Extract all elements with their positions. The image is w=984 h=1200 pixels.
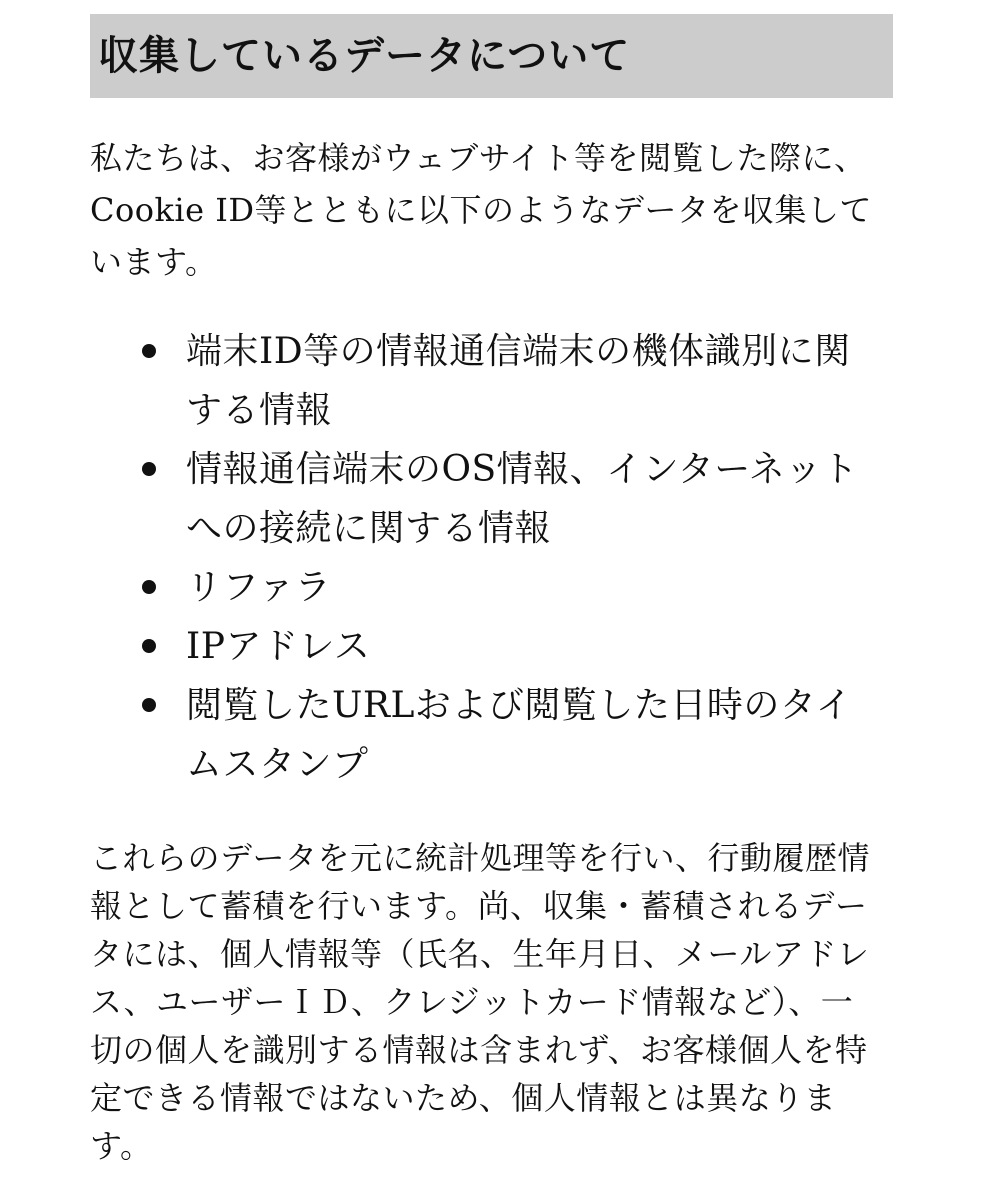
outro-line: ス、ユーザーＩＤ、クレジットカード情報など）、一 <box>90 983 854 1021</box>
intro-line: Cookie ID等とともに以下のようなデータを収集して <box>90 191 873 229</box>
list-item <box>90 440 880 558</box>
list-item-line: する情報 <box>186 390 333 431</box>
outro-line: 切の個人を識別する情報は含まれず、お客様個人を特 <box>90 1031 868 1069</box>
outro-paragraph <box>90 834 880 1170</box>
list-item <box>90 617 880 676</box>
intro-line: います。 <box>90 243 218 281</box>
outro-line: 報として蓄積を行います。尚、収集・蓄積されるデー <box>90 887 868 925</box>
bullet-icon <box>142 462 156 476</box>
outro-line: これらのデータを元に統計処理等を行い、行動履歴情 <box>90 839 871 877</box>
list-item-line: IPアドレス <box>186 626 371 667</box>
bullet-icon <box>142 698 156 712</box>
outro-line: 定できる情報ではないため、個人情報とは異なりま <box>90 1079 837 1117</box>
bullet-icon <box>142 580 156 594</box>
list-item <box>90 558 880 617</box>
bullet-icon <box>142 639 156 653</box>
intro-paragraph <box>90 132 873 288</box>
list-item-line: リファラ <box>186 567 332 608</box>
intro-line: 私たちは、お客様がウェブサイト等を閲覧した際に、 <box>90 139 867 177</box>
list-item-line: への接続に関する情報 <box>186 508 552 549</box>
list-item-line: 端末ID等の情報通信端末の機体識別に関 <box>186 331 851 372</box>
list-item-line: 閲覧したURLおよび閲覧した日時のタイ <box>186 685 853 726</box>
section-title: 収集しているデータについて <box>98 33 631 79</box>
list-item <box>90 322 880 440</box>
collected-data-list <box>90 322 880 794</box>
bullet-icon <box>142 344 156 358</box>
list-item-line: 情報通信端末のOS情報、インターネット <box>186 449 859 490</box>
outro-line: タには、個人情報等（氏名、生年月日、メールアドレ <box>90 935 870 973</box>
list-item <box>90 676 880 794</box>
list-item-line: ムスタンプ <box>186 744 369 785</box>
section-heading-box <box>90 14 893 98</box>
outro-line: す。 <box>90 1127 153 1165</box>
